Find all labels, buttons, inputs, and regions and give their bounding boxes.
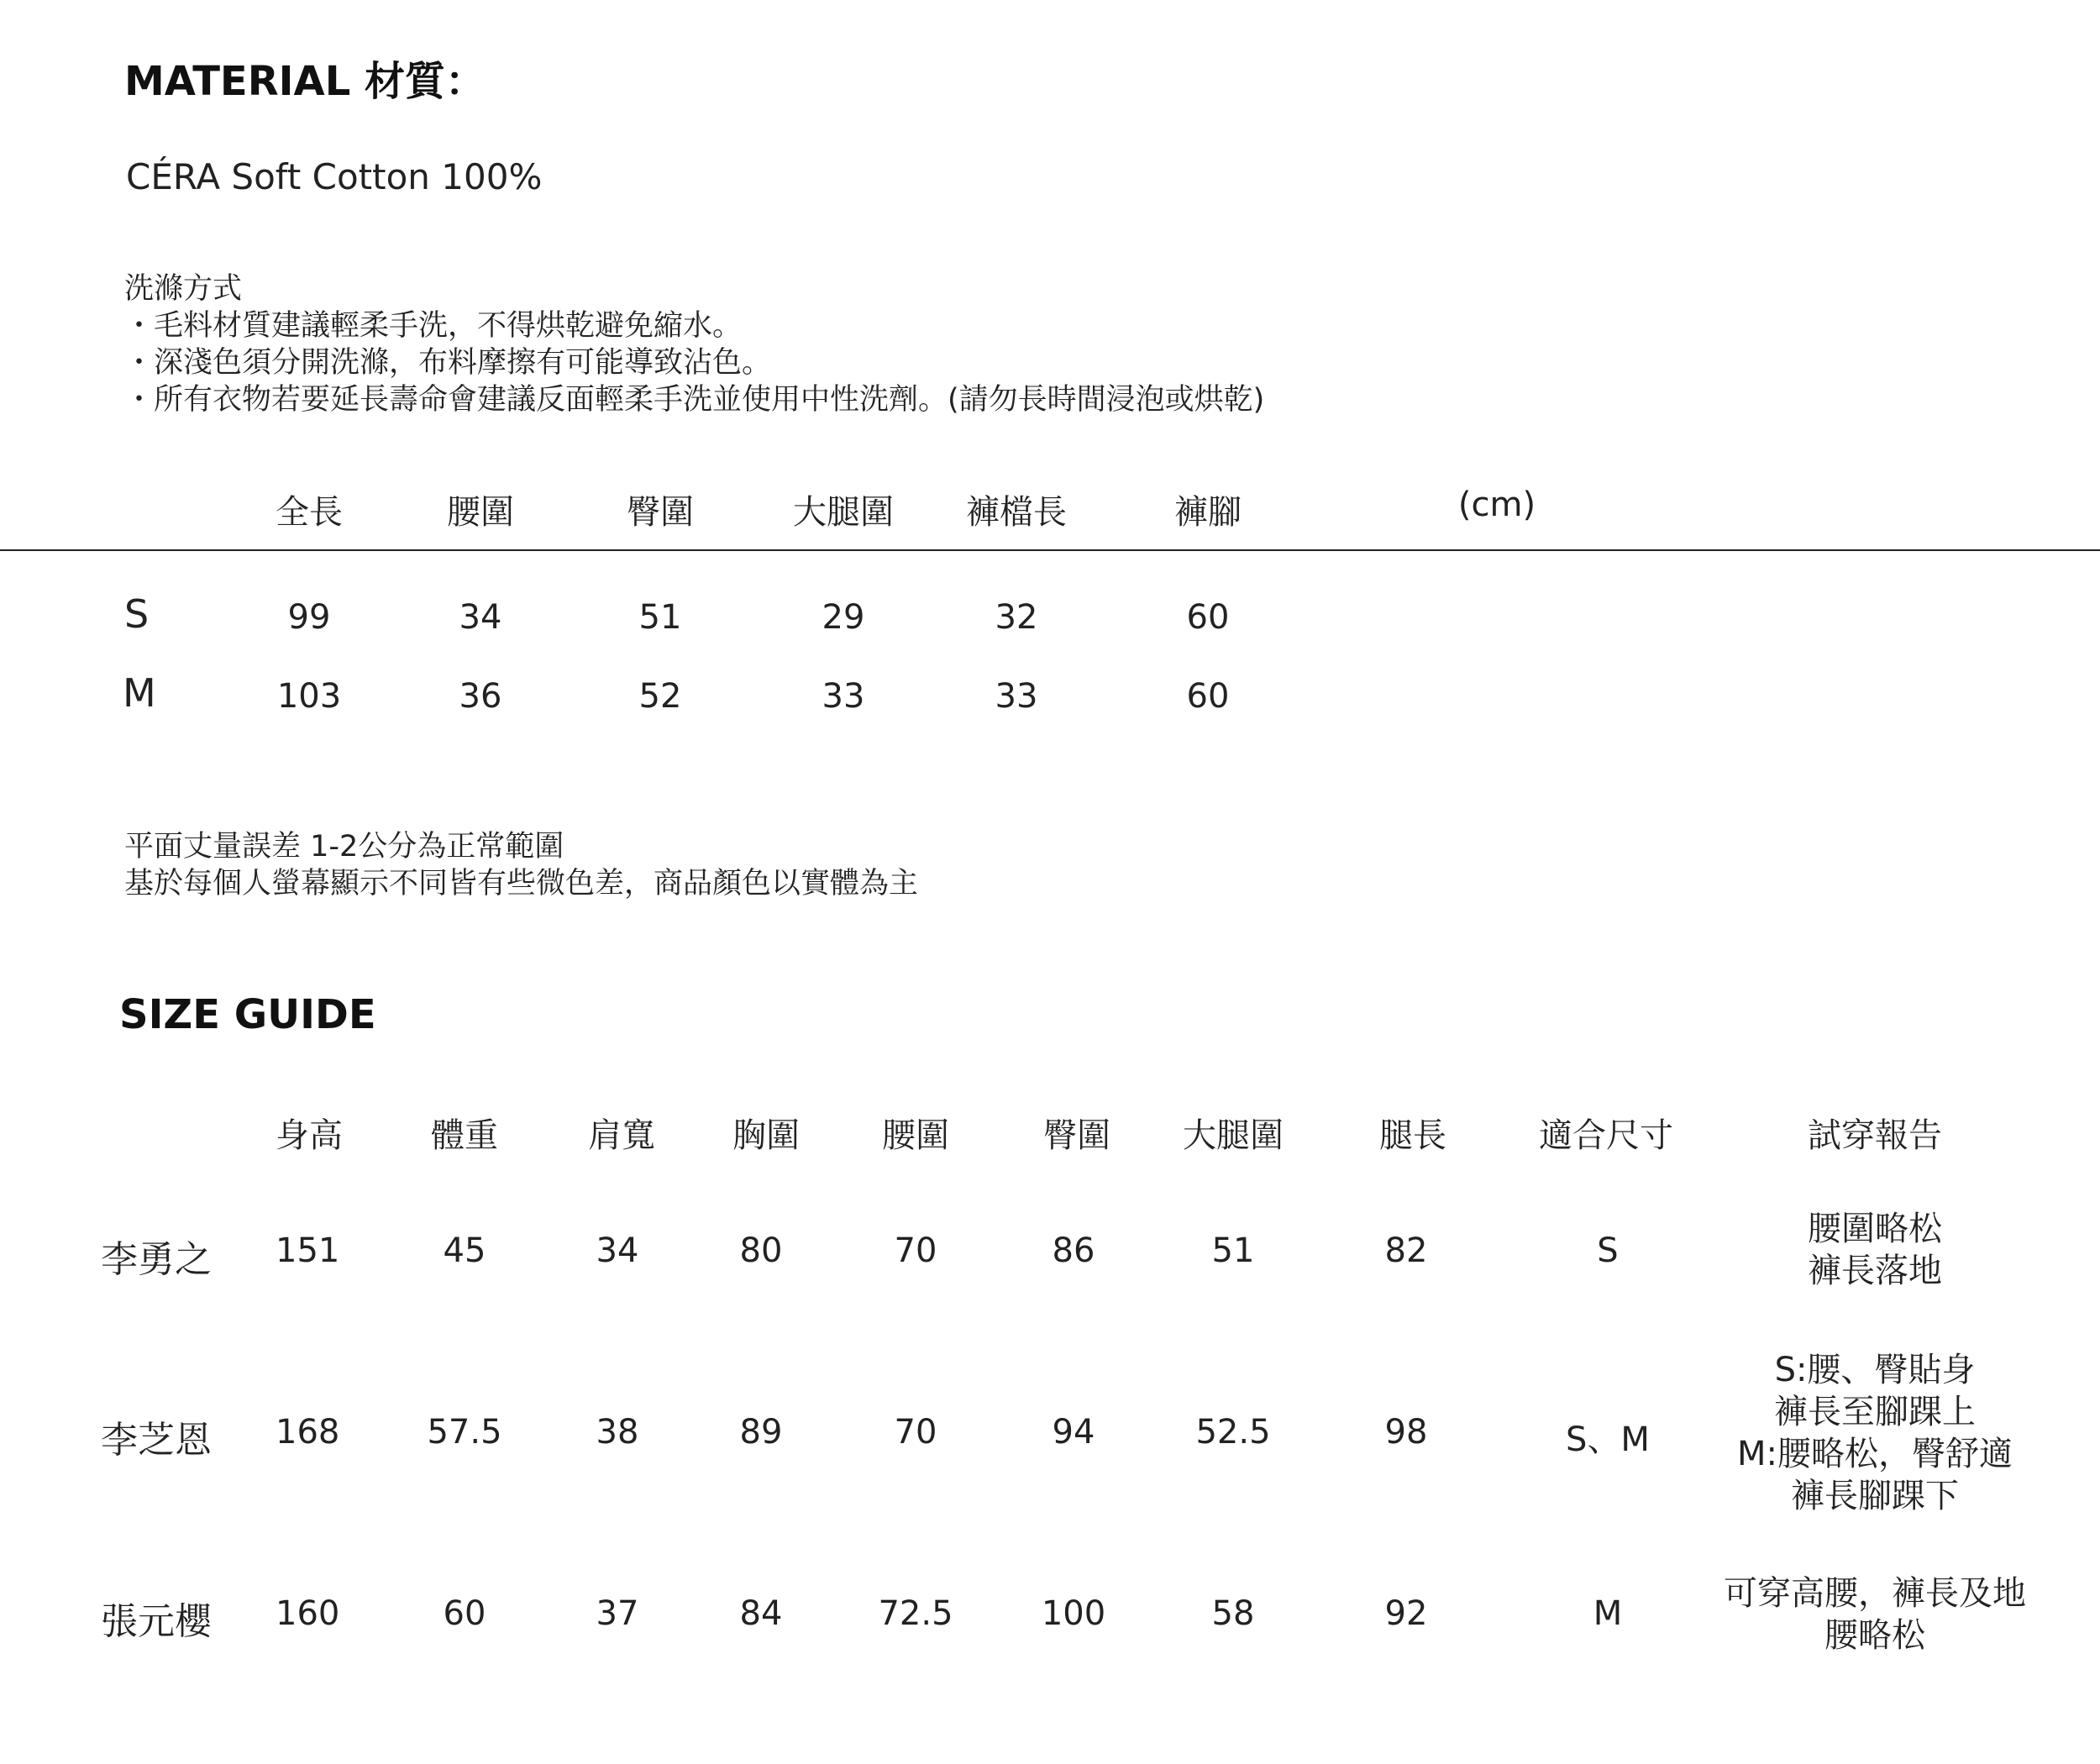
model-value: 45	[443, 1231, 486, 1270]
measure-value: 32	[995, 598, 1038, 637]
measure-header: 褲腳	[1174, 493, 1242, 532]
model-value: 80	[739, 1231, 783, 1270]
measure-value: 60	[1186, 598, 1230, 637]
model-value: 70	[894, 1413, 937, 1452]
measure-value: 33	[995, 677, 1038, 716]
fit-report	[1808, 1208, 1942, 1292]
measure-value: 52	[638, 677, 682, 716]
measure-value: 60	[1186, 677, 1230, 716]
measure-unit: (cm)	[1457, 486, 1536, 524]
fabric-composition: CÉRA Soft Cotton 100%	[126, 156, 543, 197]
model-value: 86	[1052, 1231, 1095, 1270]
model-value: 60	[443, 1594, 486, 1633]
measure-header: 全長	[276, 493, 343, 532]
model-fit-size: M	[1593, 1594, 1623, 1633]
guide-header: 胸圍	[732, 1116, 800, 1155]
care-item: ・深淺色須分開洗滌，布料摩擦有可能導致沾色。	[124, 346, 772, 380]
model-fit-size: S	[1597, 1231, 1619, 1270]
guide-header: 臀圍	[1043, 1116, 1110, 1155]
size-guide-heading: SIZE GUIDE	[119, 991, 376, 1038]
model-height: 160	[276, 1594, 340, 1633]
model-value: 38	[596, 1413, 639, 1452]
color-note: 基於每個人螢幕顯示不同皆有些微色差，商品顏色以實體為主	[124, 867, 919, 900]
model-value: 58	[1211, 1594, 1255, 1633]
model-value: 51	[1211, 1231, 1255, 1270]
guide-header: 適合尺寸	[1539, 1116, 1673, 1155]
model-fit-size: S、M	[1566, 1420, 1650, 1459]
model-value: 52.5	[1195, 1413, 1271, 1452]
model-name: 張元櫻	[101, 1600, 212, 1643]
model-height: 168	[276, 1413, 340, 1452]
fit-report-line: 腰略松	[1824, 1616, 1925, 1655]
guide-header: 體重	[431, 1116, 498, 1155]
fit-report-line: 腰圍略松	[1808, 1210, 1942, 1248]
measure-value: 29	[822, 598, 865, 637]
model-value: 70	[894, 1231, 937, 1270]
fit-report	[1724, 1572, 2026, 1656]
measure-value: 99	[287, 598, 331, 637]
fit-report-line: 褲長至腳踝上	[1774, 1393, 1976, 1431]
header-divider	[0, 549, 2100, 551]
fit-report-line: 褲長腳踝下	[1791, 1477, 1959, 1515]
model-value: 98	[1384, 1413, 1428, 1452]
measure-header: 褲檔長	[966, 493, 1067, 532]
model-value: 89	[739, 1413, 783, 1452]
care-title: 洗滌方式	[124, 272, 243, 306]
fit-report-line: M:腰略松，臀舒適	[1737, 1435, 2013, 1473]
measure-value: 33	[822, 677, 865, 716]
model-value: 34	[596, 1231, 639, 1270]
guide-header: 大腿圍	[1183, 1116, 1284, 1155]
measure-header: 腰圍	[447, 493, 514, 532]
guide-header: 腿長	[1379, 1116, 1446, 1155]
measure-header: 大腿圍	[793, 493, 894, 532]
guide-header: 肩寬	[588, 1116, 655, 1155]
fit-report	[1737, 1349, 2013, 1517]
fit-report-line: S:腰、臀貼身	[1774, 1351, 1976, 1389]
measure-value: 51	[638, 598, 682, 637]
guide-header: 試穿報告	[1808, 1116, 1942, 1155]
measure-value: 36	[459, 677, 502, 716]
model-value: 82	[1384, 1231, 1428, 1270]
model-height: 151	[276, 1231, 340, 1270]
measurement-note: 平面丈量誤差 1-2公分為正常範圍	[124, 830, 564, 864]
material-heading: MATERIAL 材質：	[124, 58, 486, 105]
model-name: 李芝恩	[101, 1419, 212, 1462]
model-value: 57.5	[427, 1413, 502, 1452]
model-name: 李勇之	[101, 1238, 212, 1281]
model-value: 84	[739, 1594, 783, 1633]
care-item: ・毛料材質建議輕柔手洗，不得烘乾避免縮水。	[124, 309, 743, 343]
fit-report-line: 褲長落地	[1808, 1252, 1942, 1290]
model-value: 37	[596, 1594, 639, 1633]
measure-header: 臀圍	[627, 493, 694, 532]
fit-report-line: 可穿高腰，褲長及地	[1724, 1574, 2026, 1613]
model-value: 72.5	[878, 1594, 953, 1633]
care-item: ・所有衣物若要延長壽命會建議反面輕柔手洗並使用中性洗劑。(請勿長時間浸泡或烘乾)	[124, 383, 1265, 417]
measure-value: 34	[459, 598, 502, 637]
model-value: 92	[1384, 1594, 1428, 1633]
guide-header: 腰圍	[882, 1116, 949, 1155]
model-value: 100	[1041, 1594, 1106, 1633]
size-label: S	[124, 591, 150, 637]
measure-value: 103	[276, 677, 342, 716]
size-label: M	[123, 670, 156, 716]
guide-header: 身高	[276, 1116, 343, 1155]
model-value: 94	[1052, 1413, 1095, 1452]
